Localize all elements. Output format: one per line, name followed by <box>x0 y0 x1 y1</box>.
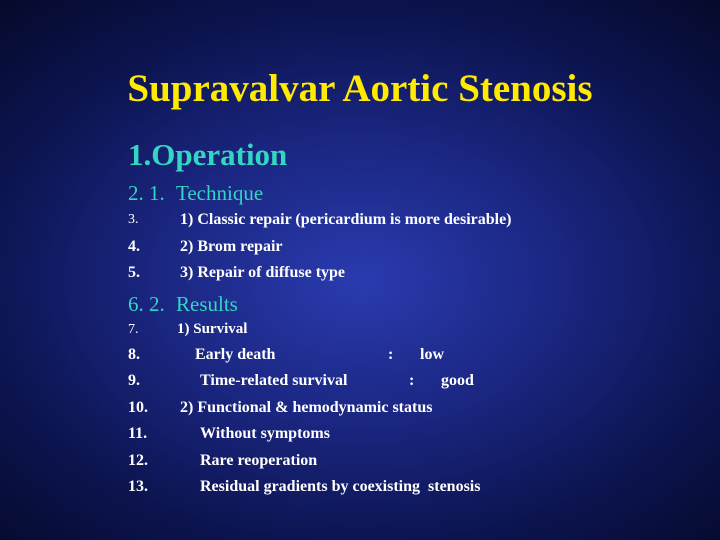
list-item-number: 12. <box>128 452 148 469</box>
subsection-results-heading <box>128 292 238 317</box>
list-item-number: 8. <box>128 346 140 363</box>
list-item-number: 3. <box>128 212 139 227</box>
list-item-number: 5. <box>128 264 140 281</box>
list-item: Residual gradients by coexisting stenosis <box>200 478 481 495</box>
list-item: 1) Survival <box>177 321 248 337</box>
subsection-number: 2. 1. <box>128 181 165 205</box>
list-item: 3) Repair of diffuse type <box>180 264 346 281</box>
list-item-number: 4. <box>128 238 140 255</box>
list-item: Early death <box>195 346 276 363</box>
list-item: 1) Classic repair (pericardium is more desirable) <box>180 211 512 228</box>
list-item-number: 9. <box>128 372 140 389</box>
list-item: 2) Brom repair <box>180 238 283 255</box>
subsection-number: 6. 2. <box>128 292 165 316</box>
list-item: 2) Functional & hemodynamic status <box>180 399 433 416</box>
separator: : <box>388 346 394 363</box>
list-item-number: 10. <box>128 399 148 416</box>
list-item-number: 13. <box>128 478 148 495</box>
slide-title: Supravalvar Aortic Stenosis <box>127 67 593 110</box>
separator: : <box>409 372 415 389</box>
list-item-number: 7. <box>128 322 139 337</box>
list-item: Rare reoperation <box>200 452 318 469</box>
subsection-label: Technique <box>176 181 264 205</box>
list-item-number: 11. <box>128 425 148 442</box>
list-item: Without symptoms <box>200 425 330 442</box>
subsection-label: Results <box>176 292 238 316</box>
subsection-technique-heading <box>128 181 263 206</box>
list-item-value: low <box>420 346 444 363</box>
list-item-value: good <box>441 372 474 389</box>
section-heading: 1.Operation <box>128 137 288 172</box>
list-item: Time-related survival <box>200 372 348 389</box>
